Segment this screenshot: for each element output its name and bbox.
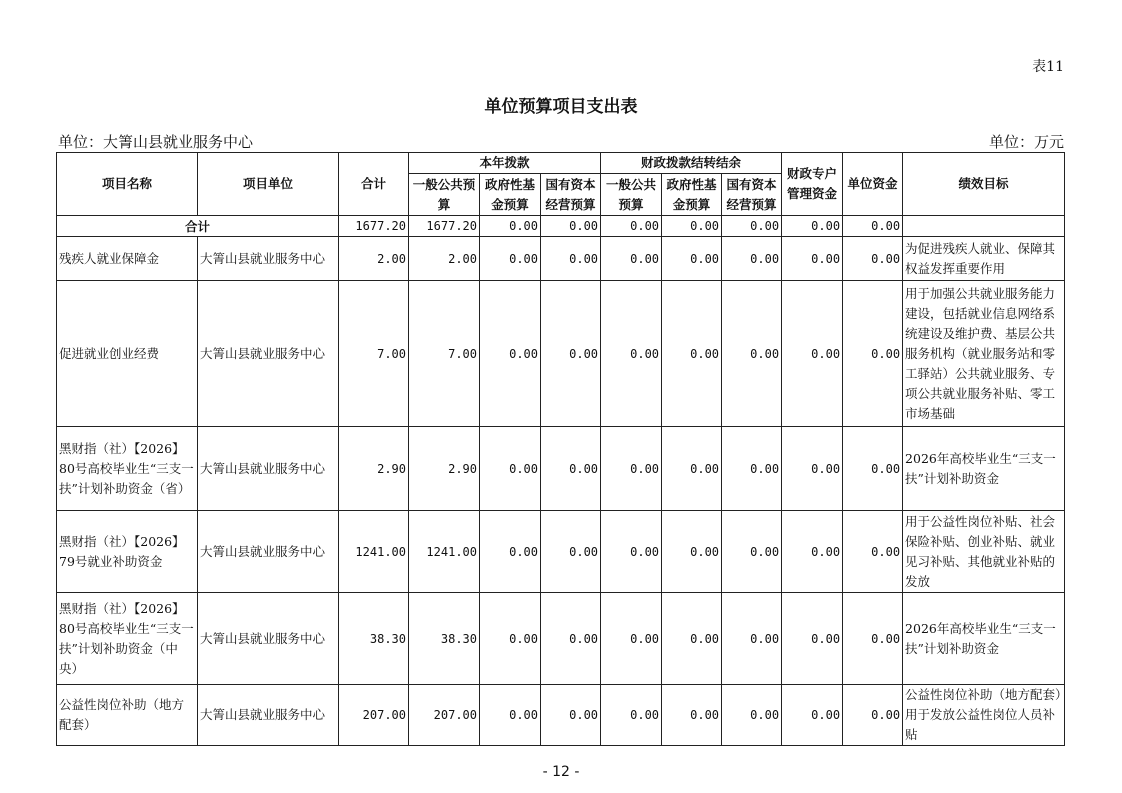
header-performance-goal: 绩效目标 [903, 153, 1065, 216]
project-unit-cell: 大箐山县就业服务中心 [198, 281, 339, 427]
header-general-public: 一般公共预算 [409, 174, 480, 216]
amount-cell: 0.00 [662, 511, 722, 593]
header-current-year: 本年拨款 [409, 153, 601, 174]
total-cell: 0.00 [843, 216, 903, 237]
header-project-unit: 项目单位 [198, 153, 339, 216]
table-row [57, 511, 1065, 593]
total-cell: 0.00 [782, 216, 843, 237]
header-total: 合计 [339, 153, 409, 216]
total-cell: 0.00 [480, 216, 541, 237]
amount-cell: 0.00 [843, 511, 903, 593]
amount-cell: 0.00 [722, 237, 782, 281]
total-label: 合计 [57, 216, 339, 237]
header-state-capital: 国有资本经营预算 [541, 174, 601, 216]
amount-cell: 0.00 [662, 593, 722, 685]
total-cell: 0.00 [601, 216, 662, 237]
amount-cell: 2.90 [409, 427, 480, 511]
page-title: 单位预算项目支出表 [484, 97, 638, 117]
amount-cell: 0.00 [662, 685, 722, 746]
amount-cell: 0.00 [843, 427, 903, 511]
header-carryover-general-public: 一般公共预算 [601, 174, 662, 216]
amount-cell: 0.00 [480, 237, 541, 281]
project-unit-cell: 大箐山县就业服务中心 [198, 511, 339, 593]
amount-cell: 0.00 [541, 281, 601, 427]
amount-cell: 0.00 [722, 685, 782, 746]
amount-cell: 0.00 [480, 281, 541, 427]
project-name-cell: 黑财指（社）【2026】80号高校毕业生“三支一扶”计划补助资金（省） [57, 427, 198, 511]
amount-cell: 1241.00 [339, 511, 409, 593]
amount-cell: 0.00 [843, 237, 903, 281]
project-name-cell: 黑财指（社）【2026】80号高校毕业生“三支一扶”计划补助资金（中央） [57, 593, 198, 685]
amount-cell: 0.00 [601, 281, 662, 427]
performance-goal-cell: 2026年高校毕业生“三支一扶”计划补助资金 [903, 427, 1065, 511]
table-row [57, 593, 1065, 685]
amount-cell: 0.00 [782, 511, 843, 593]
header-carryover-state-capital: 国有资本经营预算 [722, 174, 782, 216]
amount-cell: 0.00 [722, 511, 782, 593]
amount-cell: 1241.00 [409, 511, 480, 593]
total-cell: 0.00 [722, 216, 782, 237]
amount-cell: 0.00 [541, 511, 601, 593]
amount-cell: 0.00 [601, 685, 662, 746]
header-carryover: 财政拨款结转结余 [601, 153, 782, 174]
page-number: - 12 - [542, 764, 580, 780]
project-unit-cell: 大箐山县就业服务中心 [198, 685, 339, 746]
unit-organization: 单位：大箐山县就业服务中心 [58, 133, 254, 151]
amount-cell: 2.00 [409, 237, 480, 281]
amount-cell: 0.00 [601, 237, 662, 281]
header-unit-funds: 单位资金 [843, 153, 903, 216]
amount-cell: 0.00 [722, 593, 782, 685]
header-special-account: 财政专户管理资金 [782, 153, 843, 216]
amount-cell: 0.00 [480, 685, 541, 746]
amount-cell: 0.00 [662, 427, 722, 511]
amount-cell: 0.00 [843, 593, 903, 685]
unit-currency: 单位：万元 [988, 133, 1064, 151]
amount-cell: 207.00 [409, 685, 480, 746]
amount-cell: 0.00 [541, 593, 601, 685]
amount-cell: 0.00 [601, 427, 662, 511]
performance-goal-cell: 公益性岗位补助（地方配套）用于发放公益性岗位人员补贴 [903, 685, 1065, 746]
project-unit-cell: 大箐山县就业服务中心 [198, 427, 339, 511]
amount-cell: 38.30 [339, 593, 409, 685]
amount-cell: 0.00 [782, 685, 843, 746]
header-carryover-gov-fund: 政府性基金预算 [662, 174, 722, 216]
budget-table [56, 152, 1065, 746]
amount-cell: 0.00 [480, 511, 541, 593]
table-row [57, 281, 1065, 427]
amount-cell: 0.00 [480, 427, 541, 511]
amount-cell: 0.00 [843, 281, 903, 427]
performance-goal-cell: 用于公益性岗位补贴、社会保险补贴、创业补贴、就业见习补贴、其他就业补贴的发放 [903, 511, 1065, 593]
amount-cell: 0.00 [601, 593, 662, 685]
total-goal [903, 216, 1065, 237]
project-unit-cell: 大箐山县就业服务中心 [198, 237, 339, 281]
amount-cell: 38.30 [409, 593, 480, 685]
amount-cell: 0.00 [601, 511, 662, 593]
total-cell: 0.00 [541, 216, 601, 237]
total-cell: 0.00 [662, 216, 722, 237]
project-name-cell: 公益性岗位补助（地方配套） [57, 685, 198, 746]
amount-cell: 0.00 [782, 593, 843, 685]
amount-cell: 0.00 [662, 237, 722, 281]
performance-goal-cell: 用于加强公共就业服务能力建设，包括就业信息网络系统建设及维护费、基层公共服务机构（就业服务站和零工驿站）公共就业服务、专项公共就业服务补贴、零工市场基础 [903, 281, 1065, 427]
amount-cell: 0.00 [541, 427, 601, 511]
amount-cell: 0.00 [541, 237, 601, 281]
amount-cell: 0.00 [722, 427, 782, 511]
header-project-name: 项目名称 [57, 153, 198, 216]
total-cell: 1677.20 [409, 216, 480, 237]
amount-cell: 0.00 [782, 281, 843, 427]
project-name-cell: 残疾人就业保障金 [57, 237, 198, 281]
amount-cell: 207.00 [339, 685, 409, 746]
amount-cell: 0.00 [782, 427, 843, 511]
table-row [57, 237, 1065, 281]
amount-cell: 0.00 [843, 685, 903, 746]
amount-cell: 2.90 [339, 427, 409, 511]
amount-cell: 0.00 [662, 281, 722, 427]
project-unit-cell: 大箐山县就业服务中心 [198, 593, 339, 685]
amount-cell: 7.00 [339, 281, 409, 427]
project-name-cell: 促进就业创业经费 [57, 281, 198, 427]
amount-cell: 7.00 [409, 281, 480, 427]
project-name-cell: 黑财指（社）【2026】79号就业补助资金 [57, 511, 198, 593]
amount-cell: 0.00 [782, 237, 843, 281]
total-cell: 1677.20 [339, 216, 409, 237]
amount-cell: 2.00 [339, 237, 409, 281]
table-row [57, 427, 1065, 511]
performance-goal-cell: 为促进残疾人就业、保障其权益发挥重要作用 [903, 237, 1065, 281]
table-row [57, 685, 1065, 746]
table-number: 表11 [1032, 59, 1064, 75]
amount-cell: 0.00 [541, 685, 601, 746]
header-gov-fund: 政府性基金预算 [480, 174, 541, 216]
performance-goal-cell: 2026年高校毕业生“三支一扶”计划补助资金 [903, 593, 1065, 685]
amount-cell: 0.00 [722, 281, 782, 427]
amount-cell: 0.00 [480, 593, 541, 685]
total-row [57, 216, 1065, 237]
